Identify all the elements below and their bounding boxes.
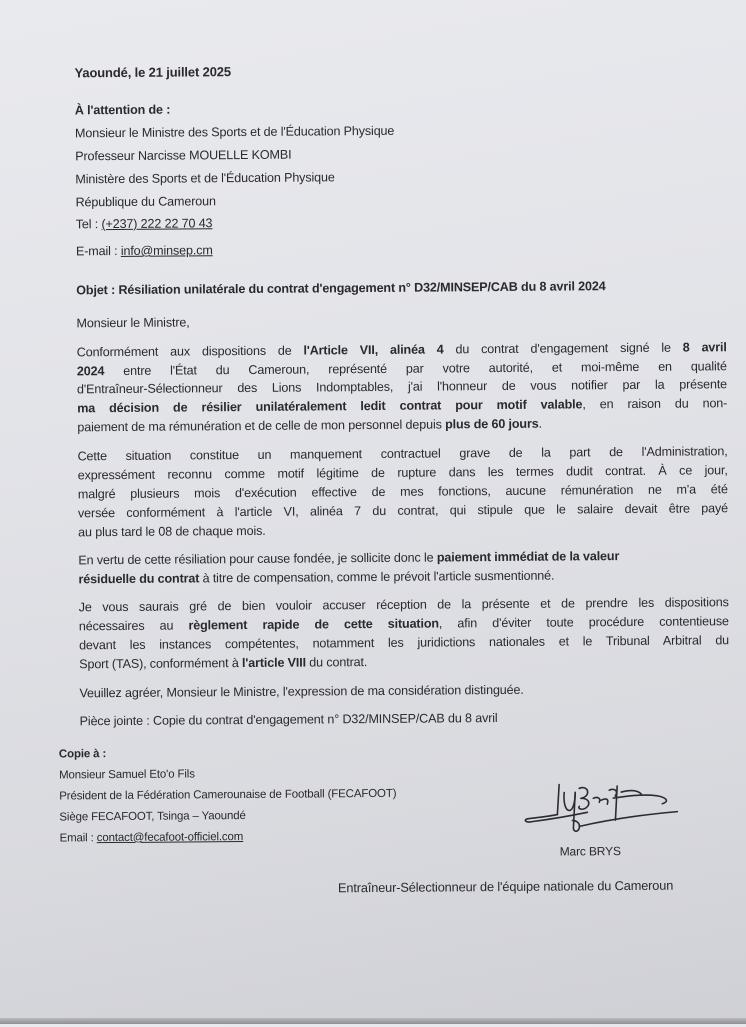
paragraph-3-line: résiduelle du contrat à titre de compensation, comme le prévoit l'article susmentionné.: [78, 568, 555, 587]
handwritten-signature: [517, 770, 683, 841]
email-label: E-mail :: [75, 243, 118, 259]
subject-line: Objet : Résiliation unilatérale du contrat d'engagement n° D32/MINSEP/CAB du 8 avril 2024: [76, 279, 606, 298]
signatory-name: Marc BRYS: [559, 844, 621, 859]
tel-link[interactable]: (+237) 222 22 70 43: [101, 216, 213, 232]
paragraph-1-line: 2024 entre l'État du Cameroun, représenté par votre autorité, et moi-même en qualité: [76, 359, 727, 379]
recipient-line: Ministère des Sports et de l'Éducation Physique: [75, 170, 335, 187]
paper-edge-shadow: [0, 1018, 746, 1024]
email-link[interactable]: info@minsep.cm: [120, 243, 213, 258]
copy-line: Monsieur Samuel Eto'o Fils: [59, 768, 195, 782]
tel-label: Tel :: [75, 217, 99, 232]
place-date: Yaoundé, le 21 juillet 2025: [74, 64, 231, 81]
copy-label: Copie à :: [58, 748, 107, 761]
paragraph-1-line: paiement de ma rémunération et de celle de mon personnel depuis plus de 60 jours.: [77, 416, 542, 435]
signatory-title: Entraîneur-Sélectionneur de l'équipe nationale du Cameroun: [337, 877, 674, 896]
paragraph-2-line: malgré plusieurs mois d'exécution effective de mes fonctions, aucune rémunération ne m'a été: [77, 482, 728, 502]
copy-email: [60, 831, 244, 844]
closing-formula: Veuillez agréer, Monsieur le Ministre, l'expression de ma considération distinguée.: [79, 682, 524, 701]
copy-line: Siège FECAFOOT, Tsinga – Yaoundé: [59, 810, 246, 824]
copy-line: Président de la Fédération Camerounaise de Football (FECAFOOT): [59, 787, 397, 803]
paragraph-2-line: Cette situation constitue un manquement contractuel grave de la part de l'Administration,: [77, 444, 728, 464]
recipient-line: Monsieur le Ministre des Sports et de l'Éducation Physique: [74, 123, 395, 141]
paragraph-4-line: nécessaires au règlement rapide de cette situation, afin d'éviter toute procédure contentieuse: [78, 614, 729, 634]
paragraph-1-line: ma décision de résilier unilatéralement ledit contrat pour motif valable, en raison du non-: [77, 396, 728, 416]
recipient-line: Professeur Narcisse MOUELLE KOMBI: [75, 147, 292, 164]
paragraph-4-line: devant les instances compétentes, notamment les juridictions nationales et le Tribunal Arbitral du: [78, 633, 730, 653]
paragraph-2-line: expressément reconnu comme motif légitime de rupture dans les termes dudit contrat. À ce jour,: [77, 463, 728, 483]
paragraph-2-line: au plus tard le 08 de chaque mois.: [78, 523, 266, 540]
paragraph-1-line: Conformément aux dispositions de l'Article VII, alinéa 4 du contrat d'engagement signé le 8 avril: [76, 340, 727, 360]
attachment-note: Pièce jointe : Copie du contrat d'engagement n° D32/MINSEP/CAB du 8 avril: [79, 711, 498, 729]
paragraph-4-line: Je vous saurais gré de bien vouloir accuser réception de la présente et de prendre les dispositions: [78, 595, 729, 615]
paragraph-4-line: Sport (TAS), conformément à l'article VIII du contrat.: [79, 655, 368, 672]
paragraph-3-line: En vertu de cette résiliation pour cause fondée, je sollicite donc le paiement immédiat de la valeur: [78, 549, 620, 568]
copy-email-label: Email :: [59, 832, 97, 845]
attention-label: À l'attention de :: [74, 102, 171, 118]
recipient-line: République du Cameroun: [75, 194, 216, 210]
paragraph-1-line: d'Entraîneur-Sélectionneur des Lions Indomptables, j'ai l'honneur de vous notifier par la présente: [76, 377, 728, 397]
recipient-tel: [76, 216, 213, 231]
copy-email-link[interactable]: contact@fecafoot-officiel.com: [96, 831, 244, 845]
recipient-email: [76, 243, 213, 258]
paragraph-2-line: versée conformément à l'article VI, alinéa 7 du contrat, qui stipule que le salaire devait être payé: [77, 501, 729, 521]
salutation: Monsieur le Ministre,: [76, 315, 190, 331]
